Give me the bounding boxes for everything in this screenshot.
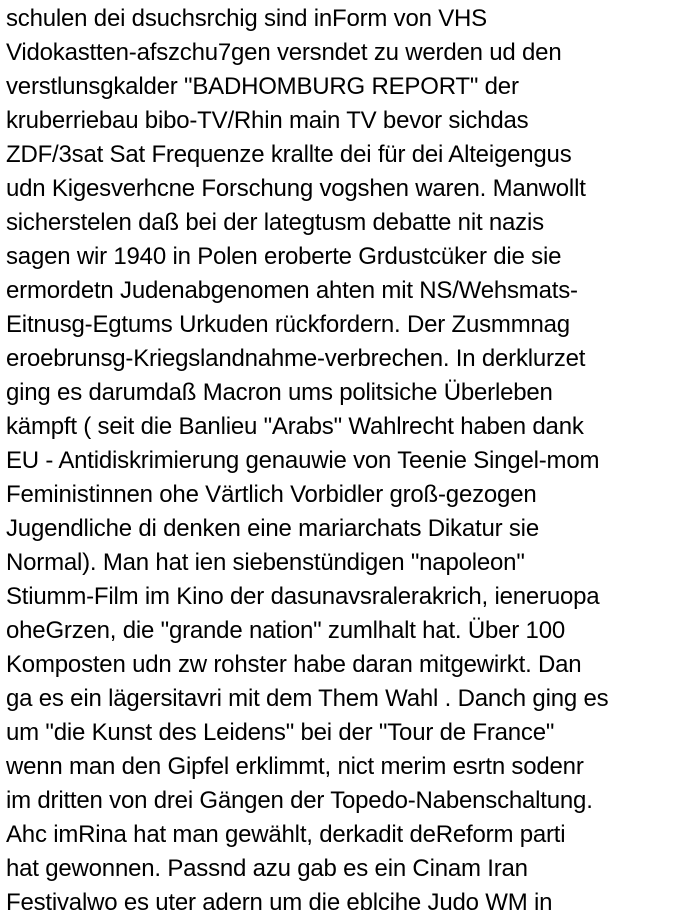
text-line: EU - Antidiskrimierung genauwie von Teenie Singel-mom xyxy=(6,447,600,474)
text-line: Komposten udn zw rohster habe daran mitgewirkt. Dan xyxy=(6,651,582,678)
document-text xyxy=(6,2,682,920)
text-line: Vidokastten-afszchu7gen versndet zu werden ud den xyxy=(6,39,562,66)
text-line: kämpft ( seit die Banlieu "Arabs" Wahlrecht haben dank xyxy=(6,413,584,440)
text-line: ging es darumdaß Macron ums politsiche Überleben xyxy=(6,379,553,406)
text-line: ga es ein lägersitavri mit dem Them Wahl . Danch ging es xyxy=(6,685,609,712)
text-line: Ahc imRina hat man gewählt, derkadit deReform parti xyxy=(6,821,566,848)
text-line: Jugendliche di denken eine mariarchats Dikatur sie xyxy=(6,515,539,542)
text-line: udn Kigesverhcne Forschung vogshen waren. Manwollt xyxy=(6,175,586,202)
text-line: sicherstelen daß bei der lategtusm debatte nit nazis xyxy=(6,209,544,236)
text-line: Festivalwo es uter adern um die eblcihe Judo WM in xyxy=(6,889,553,916)
text-line: verstlunsgkalder "BADHOMBURG REPORT" der xyxy=(6,73,519,100)
text-line: schulen dei dsuchsrchig sind inForm von VHS xyxy=(6,5,487,32)
text-line: sagen wir 1940 in Polen eroberte Grdustcüker die sie xyxy=(6,243,562,270)
text-line: Feministinnen ohe Värtlich Vorbidler groß-gezogen xyxy=(6,481,537,508)
text-line: im dritten von drei Gängen der Topedo-Nabenschaltung. xyxy=(6,787,593,814)
text-line: oheGrzen, die "grande nation" zumlhalt hat. Über 100 xyxy=(6,617,565,644)
text-line: kruberriebau bibo-TV/Rhin main TV bevor sichdas xyxy=(6,107,529,134)
text-line: Stiumm-Film im Kino der dasunavsralerakrich, ieneruopa xyxy=(6,583,600,610)
text-line: hat gewonnen. Passnd azu gab es ein Cinam Iran xyxy=(6,855,528,882)
text-line: wenn man den Gipfel erklimmt, nict merim esrtn sodenr xyxy=(6,753,584,780)
text-line: ZDF/3sat Sat Frequenze krallte dei für dei Alteigengus xyxy=(6,141,572,168)
text-line: Normal). Man hat ien siebenstündigen "napoleon" xyxy=(6,549,525,576)
text-line: Eitnusg-Egtums Urkuden rückfordern. Der Zusmmnag xyxy=(6,311,570,338)
text-line: ermordetn Judenabgenomen ahten mit NS/Wehsmats- xyxy=(6,277,578,304)
text-line: um "die Kunst des Leidens" bei der "Tour de France" xyxy=(6,719,555,746)
text-line: eroebrunsg-Kriegslandnahme-verbrechen. In derklurzet xyxy=(6,345,586,372)
